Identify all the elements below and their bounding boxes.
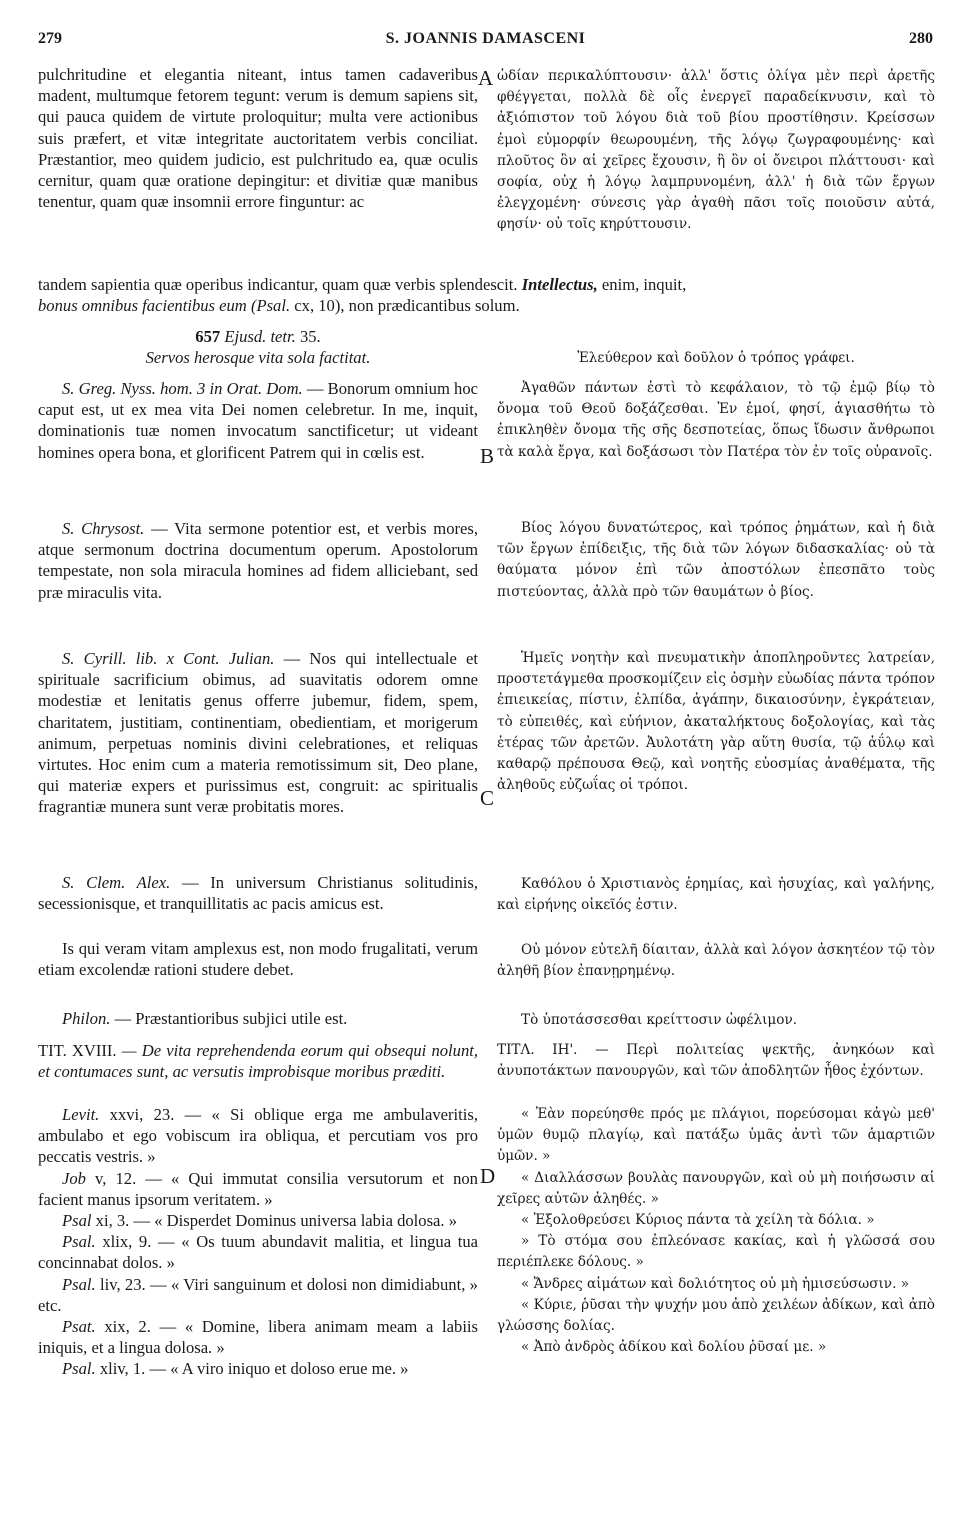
clem-greek-passage: Καθόλου ὁ Χριστιανὸς ἐρημίας, καὶ ἡσυχίας, καὶ γαλήνης, καὶ εἰρήνης οἰκεῖός ἐστιν. [497,876,935,914]
quote-latin: Psat. xix, 2. — « Domine, libera animam meam a labiis iniquis, et a lingua dolosa. » [38,1317,479,1358]
latin-quotes [38,1104,478,1380]
quote-greek: « Κύριε, ῥῦσαι τὴν ψυχήν μου ἀπὸ χειλέων ἀδίκων, καὶ ἀπὸ γλώσσης δολίας. [497,1296,935,1335]
philon-latin-passage: Philon. — Præstantioribus subjici utile est. [62,1009,348,1028]
clem-latin-passage: S. Clem. Alex. — In universum Christianus solitudinis, secessionisque, et tranquillitatis ac pacis amicus est. [38,873,478,914]
full-line-1: tandem sapientia quæ operibus indicantur, quam quæ verbis splendescit. Intellectus, enim, inquit, [38,275,687,294]
quote-latin: Job v, 12. — « Qui immutat consilia versutorum et non facient manus ipsorum veritatem. » [38,1168,478,1209]
clem-author: S. Clem. Alex. [62,873,171,892]
section-657-heading: 657 Ejusd. tetr. 35. Servos herosque vita sola factitat. [38,326,478,368]
page-number-right: 280 [909,30,933,47]
quote-latin: Psal. xliv, 1. — « A viro iniquo et doloso erue me. » [62,1359,409,1379]
title-18-greek-label: ΤΙΤΛ. ΙΗ'. [497,1042,578,1058]
margin-marker-c: C [480,786,495,810]
quote-greek: « Διαλλάσσων βουλὰς πανουργῶν, καὶ οὐ μὴ ποιήσωσιν αἱ χεῖρες αὐτῶν ἀληθές. » [497,1169,935,1207]
quote-greek: « Ἀπὸ ἀνδρὸς ἀδίκου καὶ δολίου ῥῦσαί με. » [521,1339,827,1356]
chrys-greek-passage: Βίος λόγου δυνατώτερος, καὶ τρόπος ῥημάτων, καὶ ἡ διὰ τῶν ἔργων ἐπίδειξις, τῆς διὰ τῶν λόγων διδασκαλίας· οὐ τὰ θαύματα μόνον ἐπὶ τῶν ἀποστόλων ἐπεσπᾶτο τοὺς πιστεύοντας, ἀλλὰ πρὸ τῶν θαυμάτων ὁ βίος. [497,520,935,600]
quote-greek: « Ἐξολοθρεύσει Κύριος πάντα τὰ χείλη τὰ δόλια. » [521,1212,875,1229]
title-18-label: TIT. XVIII. [38,1041,117,1060]
quote-latin: Psal. xlix, 9. — « Os tuum abundavit malitia, et lingua tua concinnabat dolos. » [38,1232,479,1273]
full-line-2: bonus omnibus facientibus eum (Psal. cx, 10), non prædicantibus solum. [38,296,520,316]
margin-marker-d: D [480,1164,496,1188]
section-greek-title: Ἐλεύθερον καὶ δοῦλον ὁ τρόπος γράφει. [577,350,855,366]
cyrill-latin-passage: S. Cyrill. lib. x Cont. Julian. — Nos qui intellectuale et spirituale sacrificium obimus, ad suavitatis odorem omne modestiæ et lenitatis genus offerre jubemur, fidem, spem, charitatem, justitiam, continentiam, obedientiam, et morigerum animum, perpetuas nominis divini celebrationes, et reliquas virtutes. Hoc enim cum a materia remotissimum sit, Deo plane, qui materiæ expers et purissimus est, congruit: ac spiritualis fragrantiæ munera sunt veræ probitatis mores. [38,649,478,817]
quote-latin: Levit. xxvi, 23. — « Si oblique erga me ambulaveritis, ambulabo et ego vobiscum ira obliqua, et percutiam vos pro peccatis vestris. » [38,1105,478,1167]
clem-latin-passage-2: Is qui veram vitam amplexus est, non modo frugalitati, verum etiam excolendæ rationi studere debet. [38,939,478,980]
cyrill-author: S. Cyrill. lib. [62,649,158,668]
chrys-latin-passage: S. Chrysost. — Vita sermone potentior est, et verbis mores, atque sermonum doctrina documentum operum. Apostolorum tempestate, non sola miracula homines ad fidem alliciebant, sed præ miraculis vita. [38,519,478,602]
margin-marker-a: A [478,66,494,90]
title-18-latin: TIT. XVIII. — De vita reprehendenda eorum qui obsequi nolunt, et contumaces sunt, ac versutis improbisque moribus præditi. [38,1041,479,1082]
page-header [38,30,933,54]
chrys-author: S. Chrysost. [62,519,145,538]
greg-greek-passage: Ἀγαθῶν πάντων ἐστὶ τὸ κεφάλαιον, τὸ τῷ ἐμῷ βίῳ τὸ ὄνομα τοῦ Θεοῦ δοξάζεσθαι. Ἐν ἐμοί, φησί, ἁγιασθήτω τὸ ἐπικληθὲν ὄνομα τῆς σῆς δεσποτείας, ὅπως ἴδωσιν ἄνθρωποι τὰ καλὰ ἔργα, καὶ δοξάσωσι τὸν Πατέρα τὸν ἐν τοῖς οὐρανοῖς. [497,380,935,460]
margin-marker-b: B [480,444,495,468]
greek-top-passage [497,66,935,276]
quote-greek: » Τὸ στόμα σου ἐπλεόνασε κακίας, καὶ ἡ γλῶσσά σου περιέπλεκε δόλους. » [497,1233,935,1271]
greg-author: S. Greg. Nyss. hom. [62,379,193,398]
quote-greek: « Ἄνδρες αἱμάτων καὶ δολιότητος οὐ μὴ ἡμισεύσωσιν. » [521,1275,910,1292]
section-latin-title: Servos herosque vita sola factitat. [145,348,371,368]
latin-top-passage [38,64,478,276]
page-number-left: 279 [38,30,62,47]
clem-greek-passage-2: Οὐ μόνον εὐτελῆ δίαιταν, ἀλλὰ καὶ λόγον ἀσκητέον τῷ τὸν ἀληθῆ βίον ἐπανῃρημένῳ. [497,942,935,980]
greek-top-text: ὡδίαν περικαλύπτουσιν· ἀλλ' ὅστις ὀλίγα μὲν περὶ ἀρετῆς φθέγγεται, πολλὰ δὲ οἷς ἐνεργεῖ παραδείκνυσιν, καὶ τὸ ἀξιόπιστον τοῦ λόγου διὰ τοῦ βίου προστίθησιν. Κρείσσων ἐμοὶ εὐμορφίν θεωρουμένη, τῆς λόγῳ ζωγραφουμένης· καὶ πλοῦτος ὃν αἱ χεῖρες ἔχουσιν, ἢ ὃν οἱ ὄνειροι πλάττουσι· καὶ σοφία, οὐχ ἡ λόγῳ λαμπρυνομένη, ἀλλ' ἡ διὰ τῶν ἔργων ἐλεγχομένη· σύνεσις γὰρ ἀγαθὴ πᾶσι τοῖς ποιοῦσιν αὐτά, φησίν· οὐ τοῖς κηρύττουσιν. [497,68,935,233]
cyrill-greek-passage: Ἡμεῖς νοητὴν καὶ πνευματικὴν ἀποπληροῦντες λατρείαν, προστετάγμεθα προσκομίζειν εἰς ὀσμὴν εὐωδίας πάντα τρόπον ἐπιεικείας, πίστιν, ἐλπίδα, ἀγάπην, δικαιοσύνην, ἐγκράτειαν, τὸ εὐπειθές, καὶ εὐήνιον, ἀκαταλήκτους δοξολογίας, καὶ τὰς ἑτέρας τῶν ἀρετῶν. Ἀυλοτάτη γὰρ αὕτη θυσία, τῷ ἀΰλῳ καὶ καθαρῷ πρέπουσα Θεῷ, καὶ νοητῆς εὐοσμίας ἀναθέματα, τῆς ἀληθοῦς εὐζωΐας οἱ τρόποι. [497,650,935,794]
section-number: 657 [195,327,221,346]
quote-latin: Psal. liv, 23. — « Viri sanguinum et dolosi non dimidiabunt, » etc. [38,1274,478,1315]
quote-latin: Psal xi, 3. — « Disperdet Dominus universa labia dolosa. » [62,1211,458,1231]
greg-latin-passage: S. Greg. Nyss. hom. 3 in Orat. Dom. — Bonorum omnium hoc caput est, ut ex mea vita Dei nomen celebretur. In me, inquit, dominationis tuæ nomen invocatum sanctificetur; ut videant homines opera bona, et glorificent Patrem qui in cœlis est. [38,379,479,462]
running-title: S. JOANNIS DAMASCENI [385,30,586,47]
full-width-passage [38,274,933,316]
greek-quotes [497,1104,935,1358]
quote-greek: « Ἐὰν πορεύησθε πρός με πλάγιοι, πορεύσομαι κἀγὼ μεθ' ὑμῶν θυμῷ πλαγίῳ, καὶ πατάξω ὑμᾶς ἀντὶ τῶν ἁμαρτιῶν ὑμῶν. » [497,1106,935,1165]
latin-top-text: pulchritudine et elegantia niteant, intus tamen cadaveribus madent, multumque fetorem tegunt: verum is demum sapiens sit, qui pauca quidem de virtute proloquitur; multa vere actionibus suis præfert, et vitæ integritate auctoritatem verbis conciliat. Præstantior, meo quidem judicio, est pulchritudo ea, quæ oculis cernitur, quam quæ oratione depingitur: et divitiæ quæ manibus tenentur, quam quæ insomnii errore finguntur: ac [38,65,478,212]
philon-author: Philon. [62,1009,111,1028]
title-18-greek: ΤΙΤΛ. ΙΗ'. — Περὶ πολιτείας ψεκτῆς, ἀνηκόων καὶ ἀνυποτάκτων πανουργῶν, καὶ τῶν ἀποδλητῶν ἦθος ἐχόντων. [497,1042,936,1080]
philon-greek-passage: Τὸ ὑποτάσσεσθαι κρείττοσιν ὠφέλιμον. [521,1012,798,1028]
